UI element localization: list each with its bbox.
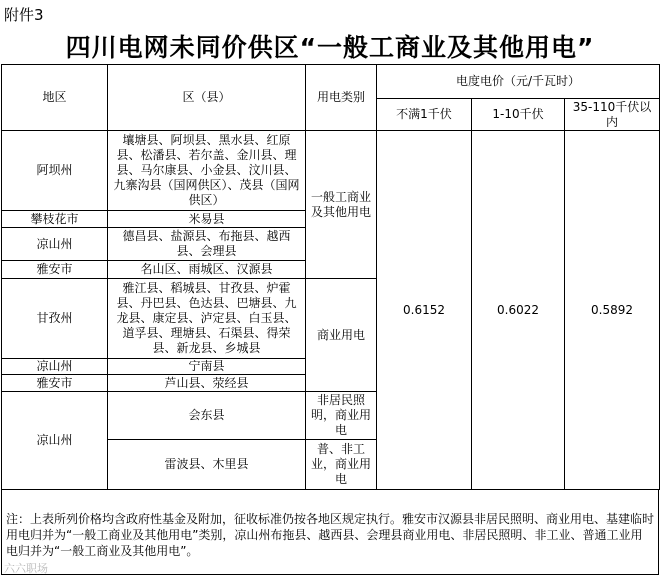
header-under-1kv: 不满1千伏 [377,99,472,131]
category-cell: 非居民照明，商业用电 [306,392,377,440]
county-cell: 壤塘县、阿坝县、黑水县、红原县、松潘县、若尔盖、金川县、理县、马尔康县、小金县、汶川县、九寨沟县（国网供区）、茂县（国网供区） [108,131,306,211]
county-cell: 芦山县、荥经县 [108,375,306,392]
price-1-10kv: 0.6022 [472,131,565,490]
county-cell: 雷波县、木里县 [108,440,306,490]
header-region: 地区 [2,65,108,131]
county-cell: 会东县 [108,392,306,440]
county-cell: 德昌县、盐源县、布拖县、越西县、会理县 [108,228,306,261]
price-table [1,64,660,490]
document-title: 四川电网未同价供区“一般工商业及其他用电” [65,33,595,62]
county-cell: 宁南县 [108,359,306,375]
category-cell: 商业用电 [306,279,377,392]
price-35-110kv: 0.5892 [565,131,660,490]
region-cell: 阿坝州 [2,131,108,211]
region-cell: 雅安市 [2,261,108,279]
category-cell: 一般工商业及其他用电 [306,131,377,279]
watermark: 六六职场 [4,562,48,575]
price-under-1kv: 0.6152 [377,131,472,490]
header-35-110kv: 35-110千伏以内 [565,99,660,131]
header-1-10kv: 1-10千伏 [472,99,565,131]
region-cell: 凉山州 [2,359,108,375]
county-cell: 米易县 [108,211,306,228]
region-cell: 雅安市 [2,375,108,392]
header-category: 用电类别 [306,65,377,131]
table-row [2,131,660,211]
region-cell: 攀枝花市 [2,211,108,228]
footnote: 注：上表所列价格均含政府性基金及附加，征收标准仍按各地区规定执行。雅安市汉源县非居民照明、商业用电、基建临时用电归并为“一般工商业及其他用电”类别，凉山州布拖县、越西县、会理县商业用电、非居民照明、非工业、普通工业用电归并为“一般工商业及其他用电”。 [1,489,659,575]
category-cell: 普、非工业，商业用电 [306,440,377,490]
region-cell: 甘孜州 [2,279,108,359]
attachment-label: 附件3 [4,6,44,24]
region-cell: 凉山州 [2,228,108,261]
county-cell: 雅江县、稻城县、甘孜县、炉霍县、丹巴县、色达县、巴塘县、九龙县、康定县、泸定县、白玉县、道孚县、理塘县、石渠县、得荣县、新龙县、乡城县 [108,279,306,359]
header-county: 区（县） [108,65,306,131]
region-cell: 凉山州 [2,392,108,490]
county-cell: 名山区、雨城区、汉源县 [108,261,306,279]
header-price-group: 电度电价（元/千瓦时） [377,65,660,99]
